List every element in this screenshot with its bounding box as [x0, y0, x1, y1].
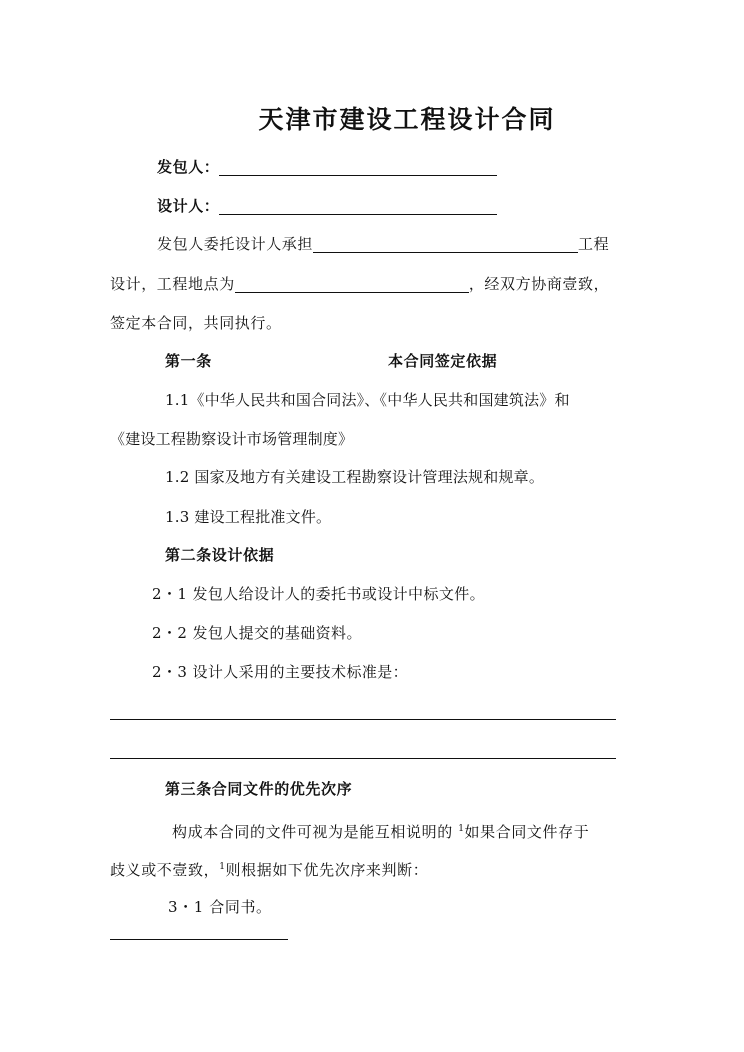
article-1-item-1-line-1: 1.1《中华人民共和国合同法》、《中华人民共和国建筑法》和: [165, 391, 570, 409]
article-2-item-2: 2・2 发包人提交的基础资料。: [152, 624, 362, 642]
footnote-mark-2: 1: [219, 862, 226, 872]
article-1-item-1-line-2: 《建设工程勘察设计市场管理制度》: [110, 430, 354, 448]
designer-label: 设计人：: [157, 197, 220, 215]
project-name-blank[interactable]: [313, 236, 578, 253]
footnote-separator: [110, 939, 288, 940]
client-label: 发包人：: [157, 158, 220, 176]
article-3-text-a: 构成本合同的文件可视为是能互相说明的: [172, 823, 453, 841]
intro-text-2a: 设计，工程地点为: [110, 275, 235, 293]
article-3-item-1: 3・1 合同书。: [168, 898, 272, 916]
article-3-text-c: 歧义或不壹致，: [110, 861, 220, 879]
intro-line-1: [157, 234, 609, 254]
client-line: [157, 157, 497, 177]
article-1-item-3: 1.3 建设工程批准文件。: [165, 508, 332, 526]
document-title: 天津市建设工程设计合同: [258, 105, 556, 134]
blank-line-2[interactable]: [110, 758, 616, 759]
article-2-item-3: 2・3 设计人采用的主要技术标准是：: [152, 663, 409, 681]
project-location-blank[interactable]: [235, 276, 469, 293]
article-1-title: 本合同签定依据: [388, 352, 498, 370]
intro-line-2: [110, 274, 609, 294]
article-2-heading: 第二条设计依据: [165, 546, 275, 564]
article-2-item-1: 2・1 发包人给设计人的委托书或设计中标文件。: [152, 585, 486, 603]
intro-text-1a: 发包人委托设计人承担: [157, 235, 314, 253]
client-blank[interactable]: [219, 159, 497, 176]
article-3-text-b: 如果合同文件存于: [464, 823, 590, 841]
article-3-text-d: 则根据如下优先次序来判断：: [225, 861, 429, 879]
article-3-para-line-1: [172, 819, 589, 842]
intro-text-2b: ，经双方协商壹致，: [468, 275, 610, 293]
article-3-heading: 第三条合同文件的优先次序: [165, 780, 353, 798]
designer-line: [157, 196, 497, 216]
article-3-para-line-2: [110, 857, 428, 880]
footnote-mark-1: 1: [458, 824, 465, 834]
intro-text-1b: 工程: [578, 235, 610, 253]
article-1-item-2: 1.2 国家及地方有关建设工程勘察设计管理法规和规章。: [165, 468, 545, 486]
designer-blank[interactable]: [219, 198, 497, 215]
blank-line-1[interactable]: [110, 719, 616, 720]
article-1-heading: 第一条: [165, 352, 212, 370]
intro-line-3: 签定本合同，共同执行。: [110, 314, 282, 332]
